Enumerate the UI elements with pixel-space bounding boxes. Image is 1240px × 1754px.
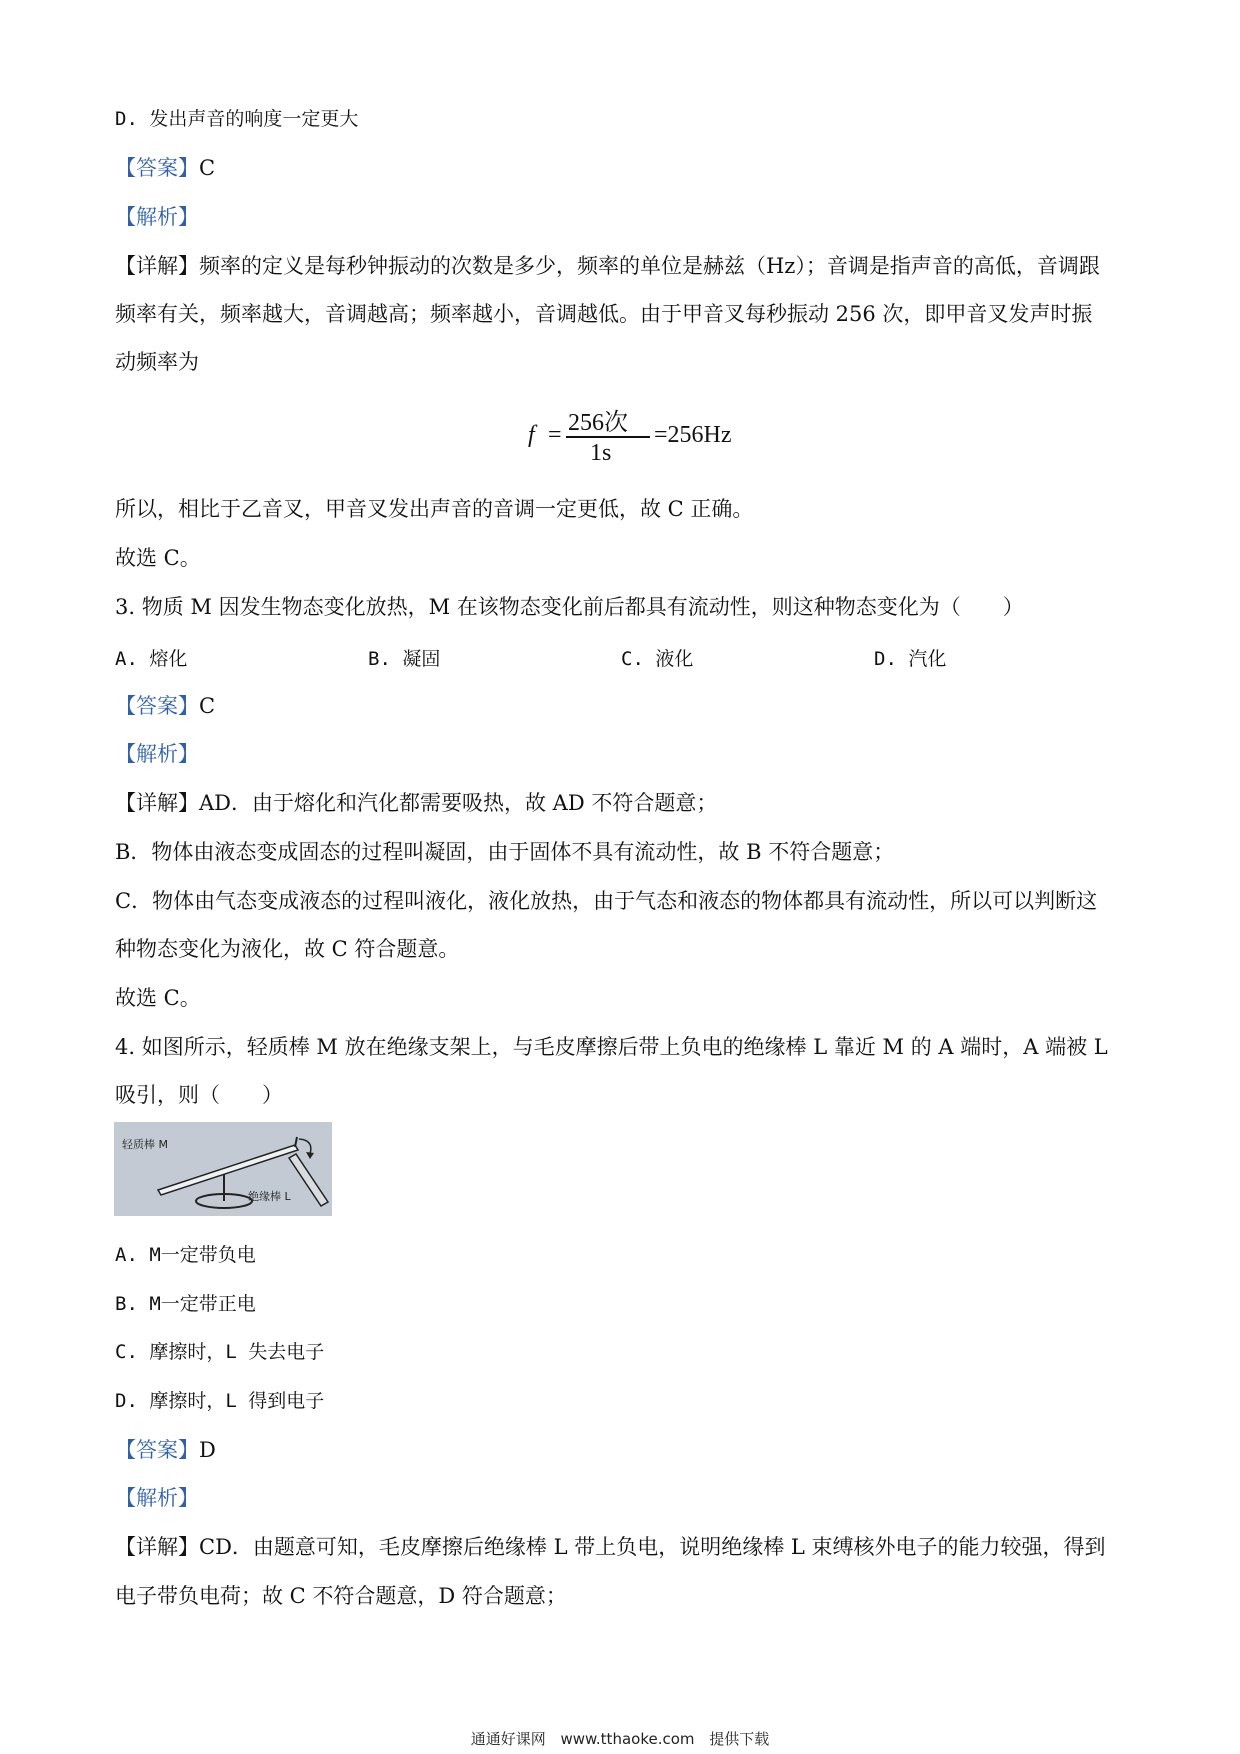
q2-answer — [115, 154, 215, 182]
q4-detail-line: 电子带负电荷；故 C 不符合题意，D 符合题意； — [115, 1584, 567, 1608]
q2-detail-line: 【详解】频率的定义是每秒钟振动的次数是多少，频率的单位是赫兹（Hz）；音调是指声音的高低，音调跟 — [115, 254, 1100, 278]
q3-option: A. 熔化 — [115, 648, 188, 670]
q2-analysis-tag: 【解析】 — [115, 205, 199, 229]
q4-detail-line: 【详解】CD．由题意可知，毛皮摩擦后绝缘棒 L 带上负电，说明绝缘棒 L 束缚核外电子的能力较强，得到 — [115, 1535, 1106, 1559]
q4-stem: 吸引，则（ ） — [115, 1083, 283, 1107]
q4-option-d: D. 摩擦时，L 得到电子 — [115, 1390, 325, 1412]
formula-denominator: 1s — [590, 440, 612, 466]
q4-analysis-tag: 【解析】 — [115, 1486, 199, 1510]
q3-stem: 3. 物质 M 因发生物态变化放热，M 在该物态变化前后都具有流动性，则这种物态变化为（ ） — [115, 595, 1024, 619]
q4-option-a: A. M一定带负电 — [115, 1244, 256, 1266]
q3-option: D. 汽化 — [874, 648, 947, 670]
q3-option: C. 液化 — [621, 648, 694, 670]
q3-detail-line: 【详解】AD．由于熔化和汽化都需要吸热，故 AD 不符合题意； — [115, 791, 718, 815]
q3-detail-line: C．物体由气态变成液态的过程叫液化，液化放热，由于气态和液态的物体都具有流动性，所以可以判断这 — [115, 889, 1098, 913]
frequency-formula — [520, 402, 740, 472]
answer-tag: 【答案】 — [115, 156, 199, 180]
q2-option-d: D. 发出声音的响度一定更大 — [115, 108, 359, 130]
footer-url[interactable]: www.tthaoke.com — [560, 1730, 695, 1748]
q2-detail-line: 频率有关，频率越大，音调越高；频率越小，音调越低。由于甲音叉每秒振动 256 次，即甲音叉发声时振 — [115, 302, 1093, 326]
rod-illustration — [114, 1122, 332, 1216]
answer-tag: 【答案】 — [115, 1438, 199, 1462]
footer-site-name: 通通好课网 — [470, 1730, 546, 1748]
formula-numerator: 256次 — [568, 410, 628, 436]
q3-options — [115, 644, 1115, 674]
q3-detail-line: B．物体由液态变成固态的过程叫凝固，由于固体不具有流动性，故 B 不符合题意； — [115, 840, 895, 864]
q4-option-b: B. M一定带正电 — [115, 1293, 256, 1315]
q2-detail-line: 动频率为 — [115, 350, 199, 374]
answer-value: D — [199, 1438, 216, 1462]
q3-detail-line: 种物态变化为液化，故 C 符合题意。 — [115, 937, 460, 961]
fraction-bar — [566, 436, 650, 438]
answer-value: C — [199, 694, 216, 718]
q4-answer — [115, 1436, 216, 1464]
footer-note: 提供下载 — [709, 1730, 770, 1748]
q2-conclusion: 所以，相比于乙音叉，甲音叉发出声音的音调一定更低，故 C 正确。 — [115, 497, 754, 521]
page-footer — [0, 1728, 1240, 1749]
q3-choice: 故选 C。 — [115, 986, 201, 1010]
formula-rhs: =256Hz — [654, 422, 732, 448]
q4-option-c: C. 摩擦时，L 失去电子 — [115, 1341, 325, 1363]
q3-analysis-tag: 【解析】 — [115, 742, 199, 766]
q3-answer — [115, 692, 215, 720]
answer-tag: 【答案】 — [115, 694, 199, 718]
q4-stem: 4. 如图所示，轻质棒 M 放在绝缘支架上，与毛皮摩擦后带上负电的绝缘棒 L 靠近 M 的 A 端时，A 端被 L — [115, 1035, 1108, 1059]
formula-lhs: f — [528, 422, 535, 448]
answer-value: C — [199, 156, 216, 180]
rod-figure — [114, 1122, 332, 1216]
q3-option: B. 凝固 — [368, 648, 441, 670]
label-rod-m: 轻质棒 M — [122, 1138, 168, 1151]
q2-choice: 故选 C。 — [115, 546, 201, 570]
label-rod-l: 绝缘棒 L — [248, 1190, 291, 1203]
formula-equals: = — [548, 422, 562, 448]
